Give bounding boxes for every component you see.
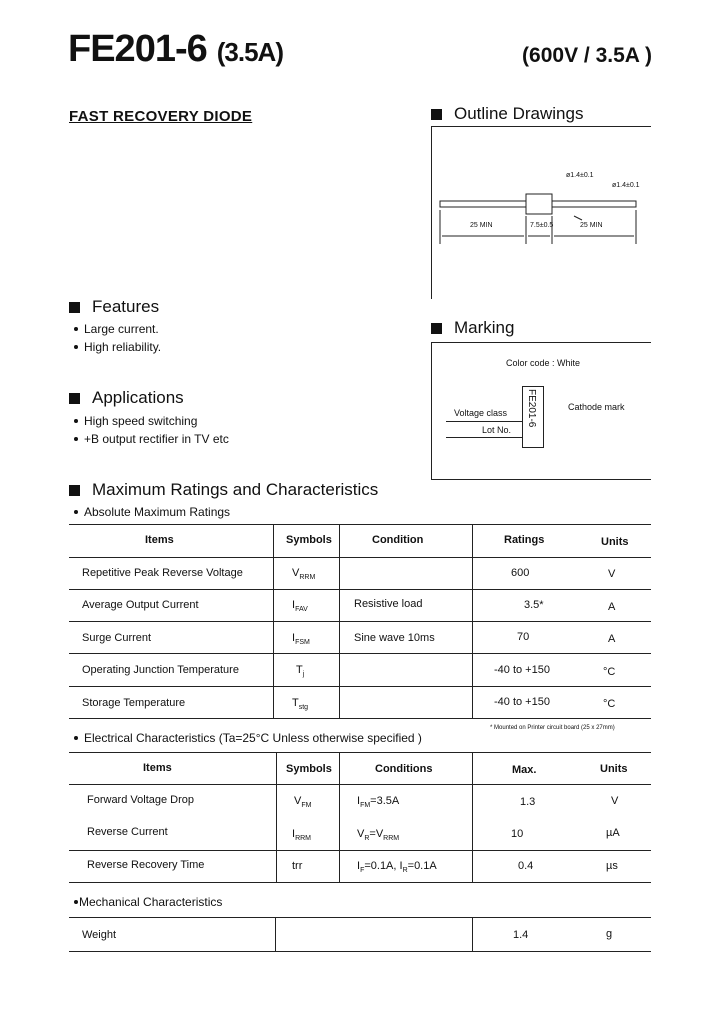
col-units: Units xyxy=(601,536,629,548)
col-items: Items xyxy=(145,534,174,546)
application-item: +B output rectifier in TV etc xyxy=(70,432,229,446)
table-row-item: Reverse Recovery Time xyxy=(87,859,205,871)
table-row-rating: 3.5* xyxy=(524,599,544,611)
application-item: High speed switching xyxy=(70,414,197,428)
table-row-unit: V xyxy=(611,795,619,807)
col-symbols: Symbols xyxy=(286,763,332,775)
table-row-symbol: $T_{stg}$ xyxy=(292,697,309,712)
table-row-unit: g xyxy=(606,928,613,940)
table-row-condition: $V_R=V_{RRM}$ xyxy=(357,828,400,843)
diode-body-marking xyxy=(522,386,544,448)
table-row-rating: -40 to +150 xyxy=(494,664,550,676)
cathode-mark-label: Cathode mark xyxy=(568,402,625,412)
table-row-item: Reverse Current xyxy=(87,826,168,838)
lot-no-leader xyxy=(446,437,522,438)
table-row-rating: 600 xyxy=(511,567,530,579)
table-row-unit: °C xyxy=(603,698,616,710)
table-row-unit: µA xyxy=(606,827,620,839)
table-row-symbol: $V_{FM}$ xyxy=(294,795,312,810)
applications-heading: Applications xyxy=(69,388,184,408)
feature-item: High reliability. xyxy=(70,340,161,354)
col-symbols: Symbols xyxy=(286,534,332,546)
marking-heading: Marking xyxy=(431,318,514,338)
table-row-symbol: $I_{FSM}$ xyxy=(292,632,310,647)
table-row-symbol: $V_{RRM}$ xyxy=(292,567,316,582)
part-number: FE201-6 xyxy=(68,28,207,70)
lot-no-label: Lot No. xyxy=(482,425,512,435)
lead-diameter-label: ø1.4±0.1 xyxy=(612,182,640,189)
square-bullet-icon xyxy=(431,323,442,334)
features-heading: Features xyxy=(69,297,159,317)
table-row-condition: Resistive load xyxy=(354,598,423,610)
lead-length-label: 25 MIN xyxy=(470,222,493,229)
col-max: Max. xyxy=(512,764,537,776)
table-row-item: Storage Temperature xyxy=(82,697,186,709)
col-condition: Condition xyxy=(372,534,424,546)
col-conditions: Conditions xyxy=(375,763,433,775)
diode-outline-drawing xyxy=(432,160,650,250)
table-row-max: 10 xyxy=(511,828,524,840)
feature-item: Large current. xyxy=(70,322,159,336)
part-title xyxy=(68,28,283,71)
table-row-unit: A xyxy=(608,601,616,613)
table-row-unit: V xyxy=(608,568,616,580)
footnote: * Mounted on Printer circuit board (25 x 27mm) xyxy=(490,725,615,731)
lead-length-label-2: 25 MIN xyxy=(580,222,603,229)
device-type: FAST RECOVERY DIODE xyxy=(69,108,253,125)
col-ratings: Ratings xyxy=(504,534,545,546)
table-row-item: Weight xyxy=(82,929,117,941)
table-row-symbol: $I_{FAV}$ xyxy=(292,599,308,614)
body-part-mark: FE201-6 xyxy=(526,389,537,428)
square-bullet-icon xyxy=(69,485,80,496)
table-row-value: 1.4 xyxy=(513,929,529,941)
table-row-max: 0.4 xyxy=(518,860,534,872)
table-row-rating: -40 to +150 xyxy=(494,696,550,708)
table-row-unit: µs xyxy=(606,860,618,872)
col-units: Units xyxy=(600,763,628,775)
table-row-item: Surge Current xyxy=(82,632,152,644)
voltage-class-label: Voltage class xyxy=(454,408,508,418)
electrical-heading: Electrical Characteristics (Ta=25°C Unless otherwise specified ) xyxy=(70,731,422,745)
table-row-max: 1.3 xyxy=(520,796,536,808)
table-row-unit: A xyxy=(608,633,616,645)
col-items: Items xyxy=(143,762,172,774)
table-row-condition: $I_F=0.1A$, $I_R=0.1A$ xyxy=(357,860,437,875)
body-length-label: 7.5±0.5 xyxy=(530,222,554,229)
body-diameter-label: ø1.4±0.1 xyxy=(566,172,594,179)
square-bullet-icon xyxy=(69,302,80,313)
table-row-rating: 70 xyxy=(517,631,530,643)
table-row-symbol: $T_j$ xyxy=(296,664,305,679)
table-row-condition: Sine wave 10ms xyxy=(354,632,435,644)
table-row-symbol: $I_{RRM}$ xyxy=(292,828,312,843)
table-row-item: Average Output Current xyxy=(82,599,199,611)
table-row-item: Repetitive Peak Reverse Voltage xyxy=(82,567,243,579)
voltage-class-leader xyxy=(446,421,522,422)
outline-heading: Outline Drawings xyxy=(431,104,583,124)
square-bullet-icon xyxy=(431,109,442,120)
table-row-unit: °C xyxy=(603,666,616,678)
mechanical-heading: Mechanical Characteristics xyxy=(70,895,222,909)
table-row-condition: $I_{FM}=3.5A$ xyxy=(357,795,400,810)
table-row-item: Operating Junction Temperature xyxy=(82,664,239,676)
part-rating: (600V / 3.5A ) xyxy=(522,44,652,67)
part-current: (3.5A) xyxy=(216,37,283,67)
abs-max-subheading: Absolute Maximum Ratings xyxy=(70,505,230,519)
table-row-item: Forward Voltage Drop xyxy=(87,794,194,806)
max-ratings-heading: Maximum Ratings and Characteristics xyxy=(69,480,378,500)
square-bullet-icon xyxy=(69,393,80,404)
color-code-label: Color code : White xyxy=(506,358,581,368)
table-row-symbol: trr xyxy=(292,860,303,872)
